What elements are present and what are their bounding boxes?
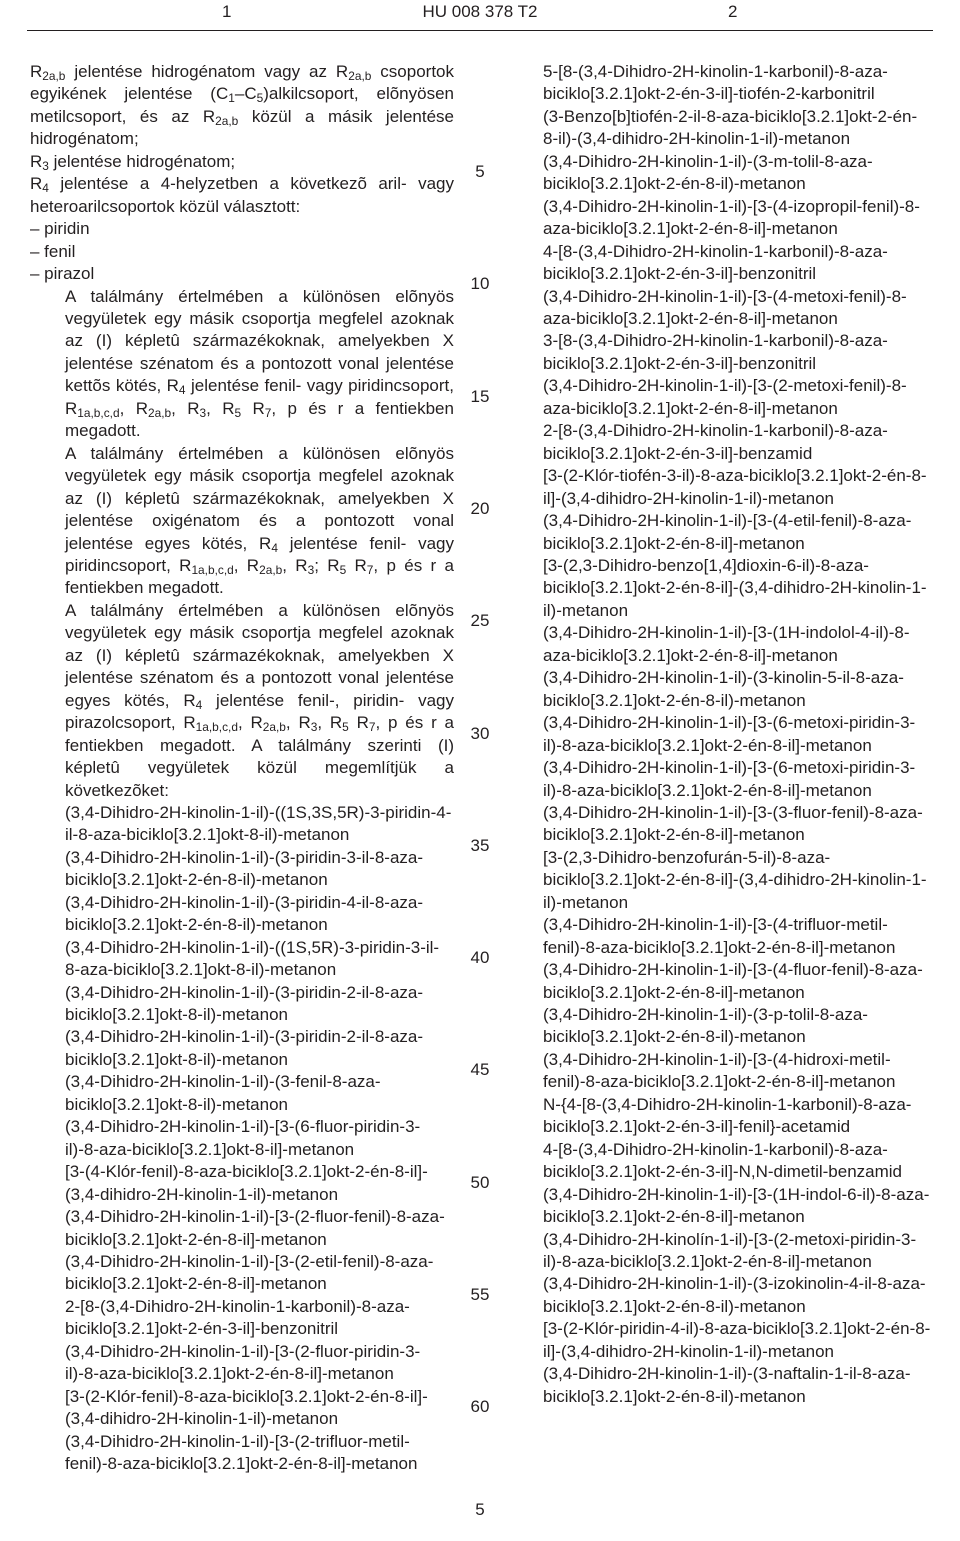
paragraph: [3-(2,3-Dihidro-benzofurán-5-il)-8-aza-biciklo[3.2.1]okt-2-én-8-il]-(3,4-dihidro-2H-kinolin-1-il)-metanon [543,847,927,912]
paragraph: 4-[8-(3,4-Dihidro-2H-kinolin-1-karbonil)-8-aza-biciklo[3.2.1]okt-2-én-3-il]-benzonitril [543,241,888,284]
paragraph: (3,4-Dihidro-2H-kinolin-1-il)-(3-piridin-2-il-8-aza-biciklo[3.2.1]okt-8-il)-metanon [65,1027,424,1069]
paragraph: 3-[8-(3,4-Dihidro-2H-kinolin-1-karbonil)-8-aza-biciklo[3.2.1]okt-2-én-3-il]-benzonitril [543,331,888,373]
line-number: 10 [470,274,490,294]
left-column [30,61,454,1476]
paragraph: 4-[8-(3,4-Dihidro-2H-kinolin-1-karbonil)-8-aza-biciklo[3.2.1]okt-2-én-3-il]-N,N-dimetil-benzamid [543,1139,903,1182]
paragraph: (3-Benzo[b]tiofén-2-il-8-aza-biciklo[3.2.1]okt-2-én-8-il)-(3,4-dihidro-2H-kinolin-1-il)-metanon [543,106,918,149]
paragraph: $R_{2a,b}$ jelentése hidrogénatom vagy az $R_{2a,b}$ csoportok egyikének jelentése $(C_1-C_5)alkilcsoport$, elõnyösen metilcsoport, és az $R_{2a,b}$ közül a másik jelentése hidrogénatom; [30,62,455,149]
paragraph: (3,4-Dihidro-2H-kinolin-1-il)-[3-(4-hidroxi-metil-fenil)-8-aza-biciklo[3.2.1]okt-2-én-8-il]-metanon [543,1049,896,1092]
paragraph: – pirazol [30,264,95,284]
paragraph: (3,4-Dihidro-2H-kinolin-1-il)-[3-(6-metoxi-piridin-3-il)-8-aza-biciklo[3.2.1]okt-2-én-8-il]-metanon [543,758,916,800]
paragraph: – fenil [30,241,76,261]
right-column [508,61,931,1408]
paragraph: N-{4-[8-(3,4-Dihidro-2H-kinolin-1-karbonil)-8-aza-biciklo[3.2.1]okt-2-én-3-il]-fenil}-acetamid [543,1094,912,1137]
paragraph: (3,4-Dihidro-2H-kinolin-1-il)-[3-(4-metoxi-fenil)-8-aza-biciklo[3.2.1]okt-2-én-8-il]-metanon [543,286,907,328]
paragraph: [3-(2-Klór-piridin-4-il)-8-aza-biciklo[3.2.1]okt-2-én-8-il]-(3,4-dihidro-2H-kinolin-1-il)-metanon [543,1319,931,1361]
paragraph: (3,4-Dihidro-2H-kinolín-1-il)-[3-(2-metoxi-piridin-3-il)-8-aza-biciklo[3.2.1]okt-2-én-8-il]-metanon [543,1229,917,1272]
paragraph: A találmány értelmében a különösen elõnyös vegyületek egy másik csoportja megfelel azoknak az (I) képletû származékoknak, amelyekben X jelentése szénatom és a pontozott vonal jelentése kettõs kötés, $R_4$ jelentése fenil- vagy piridincsoport, $R_{1a,b,c,d}$, $R_{2a,b}$, $R_3$, $R_5$ $R_7$, p és r a fentiekben megadott. [65,286,454,441]
right-page-number: 2 [728,2,738,21]
paragraph: (3,4-Dihidro-2H-kinolin-1-il)-(3-naftalin-1-il-8-aza-biciklo[3.2.1]okt-2-én-8-il)-metanon [543,1364,911,1406]
paragraph: (3,4-Dihidro-2H-kinolin-1-il)-((1S,5R)-3-piridin-3-il-8-aza-biciklo[3.2.1]okt-8-il)-metanon [65,937,440,980]
paragraph: (3,4-Dihidro-2H-kinolin-1-il)-[3-(6-metoxi-piridin-3-il)-8-aza-biciklo[3.2.1]okt-2-én-8-il]-metanon [543,713,916,755]
patent-number: HU 008 378 T2 [422,2,538,21]
paragraph: (3,4-Dihidro-2H-kinolin-1-il)-(3-piridin-3-il-8-aza-biciklo[3.2.1]okt-2-én-8-il)-metanon [65,847,424,890]
paragraph: [3-(4-Klór-fenil)-8-aza-biciklo[3.2.1]okt-2-én-8-il]-(3,4-dihidro-2H-kinolin-1-il)-metanon [65,1162,428,1204]
line-number: 50 [470,1172,490,1192]
paragraph: 2-[8-(3,4-Dihidro-2H-kinolin-1-karbonil)-8-aza-biciklo[3.2.1]okt-2-én-3-il]-benzonitril [65,1296,410,1339]
paragraph: (3,4-Dihidro-2H-kinolin-1-il)-(3-m-tolil-8-aza-biciklo[3.2.1]okt-2-én-8-il)-metanon [543,151,873,194]
paragraph: (3,4-Dihidro-2H-kinolin-1-il)-((1S,3S,5R)-3-piridin-4-il-8-aza-biciklo[3.2.1]okt-8-il)-metanon [65,802,452,845]
line-number: 35 [470,835,490,855]
line-number: 60 [470,1397,490,1417]
paragraph: 2-[8-(3,4-Dihidro-2H-kinolin-1-karbonil)-8-aza-biciklo[3.2.1]okt-2-én-3-il]-benzamid [543,421,888,463]
paragraph: (3,4-Dihidro-2H-kinolin-1-il)-[3-(6-fluor-piridin-3-il)-8-aza-biciklo[3.2.1]okt-8-il]-metanon [65,1117,421,1159]
paragraph: (3,4-Dihidro-2H-kinolin-1-il)-[3-(2-fluor-fenil)-8-aza-biciklo[3.2.1]okt-2-én-8-il]-metanon [65,1207,445,1249]
page-number: 5 [475,1500,485,1519]
paragraph: [3-(2-Klór-tiofén-3-il)-8-aza-biciklo[3.2.1]okt-2-én-8-il]-(3,4-dihidro-2H-kinolin-1-il)-metanon [543,466,927,508]
paragraph: (3,4-Dihidro-2H-kinolin-1-il)-(3-piridin-4-il-8-aza-biciklo[3.2.1]okt-2-én-8-il)-metanon [65,892,424,935]
paragraph: (3,4-Dihidro-2H-kinolin-1-il)-[3-(4-izopropil-fenil)-8-aza-biciklo[3.2.1]okt-2-én-8-il]-metanon [543,196,920,239]
line-number: 25 [470,611,490,631]
left-page-number: 1 [222,2,232,21]
paragraph: – piridin [30,219,90,239]
line-number: 45 [470,1060,490,1080]
line-number: 40 [470,948,490,968]
paragraph: [3-(2,3-Dihidro-benzo[1,4]dioxin-6-il)-8-aza-biciklo[3.2.1]okt-2-én-8-il]-(3,4-dihidro-2H-kinolin-1-il)-metanon [543,555,927,620]
paragraph: A találmány értelmében a különösen elõnyös vegyületek egy másik csoportja megfelel azoknak az (I) képletû származékoknak, amelyekben X jelentése szénatom és a pontozott vonal jelentése egyes kötés, $R_4$ jelentése fenil-, piridin- vagy pirazolcsoport, $R_{1a,b,c,d}$, $R_{2a,b}$, $R_3$, $R_5$ $R_7$, p és r a fentiekben megadott. A találmány szerinti (I) képletû vegyületek közül megemlítjük a következõket: [65,600,454,800]
paragraph: [3-(2-Klór-fenil)-8-aza-biciklo[3.2.1]okt-2-én-8-il]-(3,4-dihidro-2H-kinolin-1-il)-metanon [65,1386,428,1429]
header-rule [27,30,933,31]
paragraph: A találmány értelmében a különösen elõnyös vegyületek egy másik csoportja megfelel azoknak az (I) képletû származékoknak, amelyekben X jelentése oxigénatom és a pontozott vonal jelentése egyes kötés, $R_4$ jelentése fenil- vagy piridincsoport, $R_{1a,b,c,d}$, $R_{2a,b}$, $R_3$; $R_5$ $R_7$, p és r a fentiekben megadott. [65,443,454,598]
paragraph: (3,4-Dihidro-2H-kinolin-1-il)-[3-(2-fluor-piridin-3-il)-8-aza-biciklo[3.2.1]okt-2-én-8-il]-metanon [65,1341,421,1384]
paragraph: (3,4-Dihidro-2H-kinolin-1-il)-[3-(1H-indol-6-il)-8-aza-biciklo[3.2.1]okt-2-én-8-il]-metanon [543,1184,930,1227]
line-number: 30 [470,723,490,743]
paragraph: (3,4-Dihidro-2H-kinolin-1-il)-[3-(4-fluor-fenil)-8-aza-biciklo[3.2.1]okt-2-én-8-il]-metanon [543,960,923,1002]
line-number: 20 [470,498,490,518]
line-number: 15 [470,386,490,406]
paragraph: (3,4-Dihidro-2H-kinolin-1-il)-(3-kinolin-5-il-8-aza-biciklo[3.2.1]okt-2-én-8-il)-metanon [543,668,904,710]
line-number: 5 [475,162,485,181]
paragraph: (3,4-Dihidro-2H-kinolin-1-il)-(3-piridin-2-il-8-aza-biciklo[3.2.1]okt-8-il)-metanon [65,982,424,1025]
paragraph: (3,4-Dihidro-2H-kinolin-1-il)-[3-(2-metoxi-fenil)-8-aza-biciklo[3.2.1]okt-2-én-8-il]-metanon [543,376,907,418]
paragraph: (3,4-Dihidro-2H-kinolin-1-il)-(3-p-tolil-8-aza-biciklo[3.2.1]okt-2-én-8-il)-metanon [543,1005,868,1047]
paragraph: (3,4-Dihidro-2H-kinolin-1-il)-[3-(2-etil-fenil)-8-aza-biciklo[3.2.1]okt-2-én-8-il]-metanon [65,1252,434,1294]
paragraph: (3,4-Dihidro-2H-kinolin-1-il)-[3-(1H-indolol-4-il)-8-aza-biciklo[3.2.1]okt-2-én-8-il]-metanon [543,623,910,665]
line-number: 55 [470,1285,490,1304]
paragraph: 5-[8-(3,4-Dihidro-2H-kinolin-1-karbonil)-8-aza-biciklo[3.2.1]okt-2-én-3-il]-tiofén-2-karbonitril [543,62,888,104]
paragraph: $R_3$ jelentése hidrogénatom; [30,151,236,173]
paragraph: (3,4-Dihidro-2H-kinolin-1-il)-(3-fenil-8-aza-biciklo[3.2.1]okt-8-il)-metanon [65,1072,381,1114]
paragraph: (3,4-Dihidro-2H-kinolin-1-il)-[3-(4-etil-fenil)-8-aza-biciklo[3.2.1]okt-2-én-8-il]-metanon [543,511,912,553]
paragraph: (3,4-Dihidro-2H-kinolin-1-il)-[3-(3-fluor-fenil)-8-aza-biciklo[3.2.1]okt-2-én-8-il]-metanon [543,802,923,845]
paragraph: (3,4-Dihidro-2H-kinolin-1-il)-[3-(2-trifluor-metil-fenil)-8-aza-biciklo[3.2.1]okt-2-én-8-il]-metanon [65,1431,418,1474]
paragraph: (3,4-Dihidro-2H-kinolin-1-il)-[3-(4-trifluor-metil-fenil)-8-aza-biciklo[3.2.1]okt-2-én-8-il]-metanon [543,915,896,957]
paragraph: $R_4$ jelentése a 4-helyzetben a következõ aril- vagy heteroarilcsoportok közül választott: [30,174,454,216]
paragraph: (3,4-Dihidro-2H-kinolin-1-il)-(3-izokinolin-4-il-8-aza-biciklo[3.2.1]okt-2-én-8-il)-metanon [543,1274,926,1316]
